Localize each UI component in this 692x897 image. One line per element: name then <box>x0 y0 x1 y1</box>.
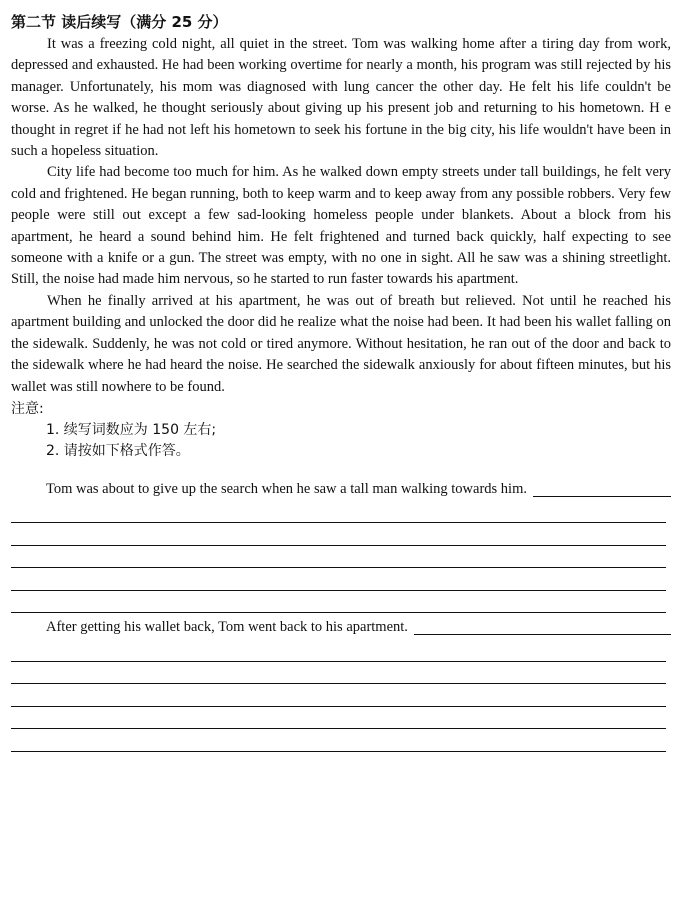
answer-line[interactable] <box>11 729 666 752</box>
prompt-1-blank[interactable] <box>533 495 671 497</box>
answer-line[interactable] <box>11 568 666 591</box>
section-title: 第二节 读后续写（满分 25 分） <box>11 13 228 31</box>
prompt-2 <box>11 615 671 639</box>
answer-line[interactable] <box>11 684 666 707</box>
worksheet-page <box>11 10 671 752</box>
answer-line[interactable] <box>11 591 666 614</box>
passage-paragraph-2: City life had become too much for him. As he walked down empty streets under tall buildings, he felt very cold and frightened. He began running, both to keep warm and to keep away from any possible robbers. Very few people were still out except a few sad-looking homeless people under blankets. About a block from his apartment, he heard a sound behind him. He felt frightened and turned back quickly, half expecting to see someone with a knife or a gun. The street was empty, with no one in sight. All he saw was a shining streetlight. Still, the noise had made him nervous, so he started to run faster towards his apartment. <box>11 164 671 288</box>
prompt-2-text: After getting his wallet back, Tom went back to his apartment. <box>46 619 408 636</box>
note-item-2: 2. 请按如下格式作答。 <box>46 442 190 459</box>
answer-line[interactable] <box>11 639 666 662</box>
notes-label: 注意: <box>11 400 44 417</box>
passage-paragraph-1: It was a freezing cold night, all quiet in the street. Tom was walking home after a tiring day from work, depressed and exhausted. He had been working overtime for nearly a month, his program was still rejected by his manager. Unfortunately, his mom was diagnosed with lung cancer the other day. He felt his life couldn't be worse. As he walked, he thought seriously about giving up his present job and returning to his hometown. H e thought in regret if he had not left his hometown to seek his fortune in the big city, his life wouldn't have been in such a hopeless situation. <box>11 36 671 160</box>
passage-paragraph-3: When he finally arrived at his apartment, he was out of breath but relieved. Not until he reached his apartment building and unlocked the door did he realize what the noise had been. It had been his wallet falling on the sidewalk. Suddenly, he was not cold or tired anymore. Without hesitation, he ran out of the door and back to the sidewalk where he had heard the noise. He searched the sidewalk anxiously for about fifteen minutes, but his wallet was still nowhere to be found. <box>11 292 671 395</box>
prompt-2-blank[interactable] <box>414 633 671 635</box>
prompt-1 <box>11 477 671 501</box>
answer-line[interactable] <box>11 662 666 685</box>
note-item-1: 1. 续写词数应为 150 左右; <box>46 421 217 438</box>
prompt-1-text: Tom was about to give up the search when he saw a tall man walking towards him. <box>46 480 527 497</box>
answer-line[interactable] <box>11 501 666 524</box>
answer-line[interactable] <box>11 707 666 730</box>
answer-line[interactable] <box>11 546 666 569</box>
answer-line[interactable] <box>11 523 666 546</box>
